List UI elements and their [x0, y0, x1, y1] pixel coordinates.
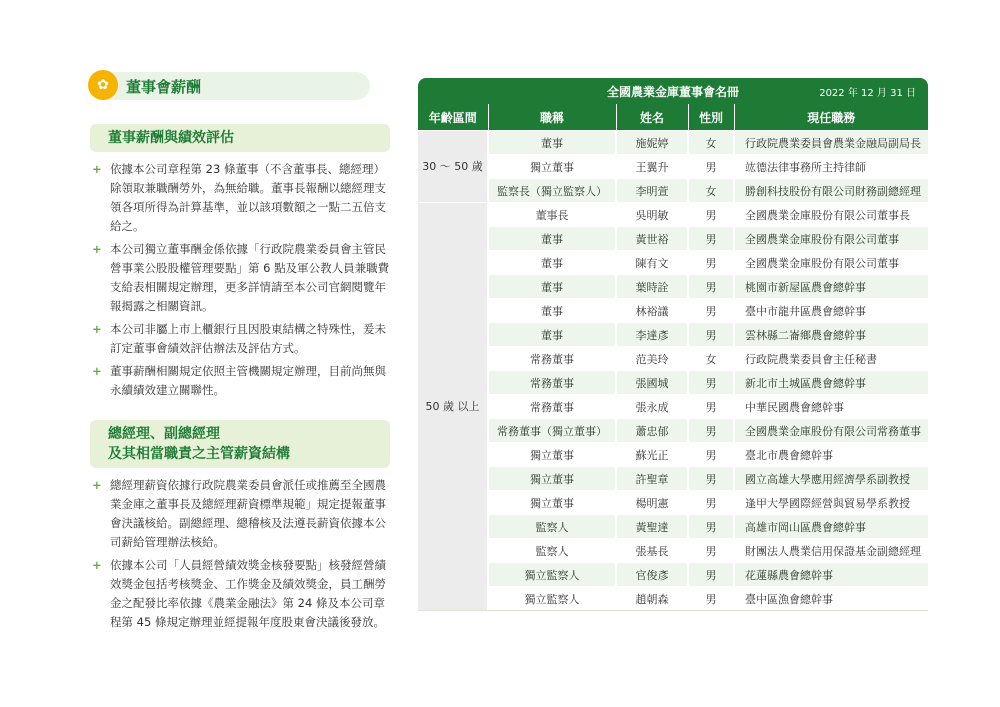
- table-row: [418, 515, 928, 539]
- table-row: [418, 131, 928, 155]
- table-row: [418, 203, 928, 227]
- cell-gender: 男: [688, 155, 734, 179]
- cell-gender: 男: [688, 371, 734, 395]
- cell-gender: 男: [688, 443, 734, 467]
- board-roster-table: [418, 78, 928, 611]
- cell-duty: 中華民國農會總幹事: [734, 395, 928, 419]
- table-row: [418, 347, 928, 371]
- table-header-row: [418, 104, 928, 131]
- cell-name: 官俊彥: [616, 563, 688, 587]
- cell-gender: 男: [688, 491, 734, 515]
- table-row: [418, 227, 928, 251]
- cell-name: 陳有文: [616, 251, 688, 275]
- cell-title: 常務董事: [488, 347, 616, 371]
- cell-title: 董事: [488, 323, 616, 347]
- cell-duty: 財團法人農業信用保證基金副總經理: [734, 539, 928, 563]
- cell-name: 王翼升: [616, 155, 688, 179]
- header-age: 年齡區間: [418, 104, 488, 131]
- table-title: 全國農業金庫董事會名冊: [606, 85, 739, 99]
- cell-title: 監察長（獨立監察人）: [488, 179, 616, 203]
- cell-gender: 女: [688, 179, 734, 203]
- cell-title: 常務董事: [488, 371, 616, 395]
- cell-title: 獨立董事: [488, 491, 616, 515]
- cell-name: 黃世裕: [616, 227, 688, 251]
- table-row: [418, 491, 928, 515]
- cell-title: 獨立董事: [488, 443, 616, 467]
- table-title-bar: [418, 78, 928, 104]
- cell-name: 張國城: [616, 371, 688, 395]
- cell-gender: 男: [688, 203, 734, 227]
- cell-title: 常務董事（獨立董事）: [488, 419, 616, 443]
- cell-title: 董事: [488, 299, 616, 323]
- table-row: [418, 299, 928, 323]
- cell-gender: 女: [688, 347, 734, 371]
- page-title-pill: [90, 72, 370, 100]
- cell-name: 葉時詮: [616, 275, 688, 299]
- cell-name: 黃聖達: [616, 515, 688, 539]
- cell-duty: 新北市土城區農會總幹事: [734, 371, 928, 395]
- list-item: + 本公司非屬上市上櫃銀行且因股東結構之特殊性，爰未訂定董事會績效評估辦法及評估方式。: [92, 322, 386, 355]
- cell-name: 范美玲: [616, 347, 688, 371]
- cell-gender: 男: [688, 515, 734, 539]
- cell-title: 董事: [488, 275, 616, 299]
- age-group-cell: 50 歲 以上: [418, 203, 488, 611]
- cell-duty: 花蓮縣農會總幹事: [734, 563, 928, 587]
- cell-title: 董事: [488, 251, 616, 275]
- header-duty: 現任職務: [734, 104, 928, 131]
- cell-name: 蕭忠郁: [616, 419, 688, 443]
- cell-gender: 男: [688, 395, 734, 419]
- cell-name: 許聖章: [616, 467, 688, 491]
- table-date: 2022 年 12 月 31 日: [819, 88, 916, 99]
- cell-name: 李達彥: [616, 323, 688, 347]
- cell-name: 張永成: [616, 395, 688, 419]
- cell-gender: 男: [688, 299, 734, 323]
- table-bottom-rule: [418, 610, 928, 611]
- table-row: [418, 467, 928, 491]
- table-row: [418, 563, 928, 587]
- cell-name: 吳明敏: [616, 203, 688, 227]
- cell-duty: 勝創科技股份有限公司財務副總經理: [734, 179, 928, 203]
- cell-duty: 全國農業金庫股份有限公司常務董事: [734, 419, 928, 443]
- cell-name: 李明萱: [616, 179, 688, 203]
- cell-duty: 雲林縣二崙鄉農會總幹事: [734, 323, 928, 347]
- table-row: [418, 443, 928, 467]
- cell-title: 董事: [488, 227, 616, 251]
- cell-duty: 臺中區漁會總幹事: [734, 587, 928, 611]
- cell-gender: 男: [688, 227, 734, 251]
- table-row: [418, 251, 928, 275]
- section-heading-board-compensation: 董事薪酬與績效評估: [90, 124, 390, 152]
- plus-icon: +: [92, 478, 102, 492]
- cell-duty: 竑德法律事務所主持律師: [734, 155, 928, 179]
- cell-gender: 男: [688, 323, 734, 347]
- cell-title: 獨立董事: [488, 155, 616, 179]
- cell-name: 施妮婷: [616, 131, 688, 155]
- cell-duty: 桃園市新屋區農會總幹事: [734, 275, 928, 299]
- plus-icon: +: [92, 242, 102, 256]
- cell-duty: 臺北市農會總幹事: [734, 443, 928, 467]
- cell-duty: 全國農業金庫股份有限公司董事: [734, 251, 928, 275]
- table-row: [418, 395, 928, 419]
- table-row: [418, 371, 928, 395]
- cell-duty: 國立高雄大學應用經濟學系副教授: [734, 467, 928, 491]
- table-row: [418, 419, 928, 443]
- cell-gender: 男: [688, 275, 734, 299]
- cell-gender: 女: [688, 131, 734, 155]
- executive-pay-list: [92, 476, 390, 636]
- board-compensation-list: [92, 160, 390, 404]
- list-item: + 董事薪酬相關規定依照主管機關規定辦理，目前尚無與永續績效建立關聯性。: [92, 364, 386, 397]
- cell-gender: 男: [688, 563, 734, 587]
- cell-title: 獨立董事: [488, 467, 616, 491]
- plus-icon: +: [92, 558, 102, 572]
- cell-title: 監察人: [488, 515, 616, 539]
- plus-icon: +: [92, 322, 102, 336]
- list-item: + 本公司獨立董事酬金係依據「行政院農業委員會主管民營事業公股股權管理要點」第 6 點及軍公教人員兼職費支給表相關規定辦理，更多詳情請至本公司官網閱覽年報揭露之相關資訊。: [92, 242, 390, 313]
- cell-duty: 高雄市岡山區農會總幹事: [734, 515, 928, 539]
- cell-title: 常務董事: [488, 395, 616, 419]
- table-row: [418, 587, 928, 611]
- cell-duty: 臺中市龍井區農會總幹事: [734, 299, 928, 323]
- cell-title: 監察人: [488, 539, 616, 563]
- wheat-icon: ✿: [88, 70, 118, 100]
- cell-name: 林裕議: [616, 299, 688, 323]
- roster-grid: [418, 104, 928, 610]
- table-row: [418, 539, 928, 563]
- cell-duty: 行政院農業委員會農業金融局副局長: [734, 131, 928, 155]
- list-item: + 依據本公司章程第 23 條董事（不含董事長、總經理）除領取兼職酬勞外，為無給職。董事長報酬以總經理支領各項所得為計算基準，並以該項數額之一點二五倍支給之。: [92, 162, 386, 233]
- header-gender: 性別: [688, 104, 734, 131]
- table-row: [418, 155, 928, 179]
- cell-gender: 男: [688, 539, 734, 563]
- cell-title: 董事長: [488, 203, 616, 227]
- age-group-cell: 30 ～ 50 歲: [418, 131, 488, 203]
- cell-gender: 男: [688, 587, 734, 611]
- cell-name: 蘇光正: [616, 443, 688, 467]
- cell-duty: 行政院農業委員會主任秘書: [734, 347, 928, 371]
- cell-name: 楊明憲: [616, 491, 688, 515]
- cell-title: 董事: [488, 131, 616, 155]
- table-row: [418, 323, 928, 347]
- list-item: + 依據本公司「人員經營績效獎金核發要點」核發經營績效獎金包括考核獎金、工作獎金及績效獎金，員工酬勞金之配發比率依據《農業金融法》第 24 條及本公司章程第 45 條規定辦理並經提報年度股東會決議後發放。: [92, 558, 386, 629]
- cell-gender: 男: [688, 467, 734, 491]
- cell-gender: 男: [688, 419, 734, 443]
- cell-name: 張基長: [616, 539, 688, 563]
- cell-title: 獨立監察人: [488, 563, 616, 587]
- list-item: + 總經理薪資依據行政院農業委員會派任或推薦至全國農業金庫之董事長及總經理薪資標準規範」規定提報董事會決議核給。副總經理、總稽核及法遵長薪資依據本公司薪給管理辦法核給。: [92, 478, 386, 549]
- page-title: 董事會薪酬: [126, 78, 202, 96]
- cell-name: 趙朝森: [616, 587, 688, 611]
- cell-title: 獨立監察人: [488, 587, 616, 611]
- cell-duty: 全國農業金庫股份有限公司董事長: [734, 203, 928, 227]
- cell-duty: 全國農業金庫股份有限公司董事: [734, 227, 928, 251]
- header-name: 姓名: [616, 104, 688, 131]
- table-row: [418, 275, 928, 299]
- table-row: [418, 179, 928, 203]
- table-body: [418, 131, 928, 611]
- header-title: 職稱: [488, 104, 616, 131]
- section-heading-executive-pay: 總經理、副總經理 及其相當職責之主管薪資結構: [90, 420, 390, 468]
- cell-duty: 逢甲大學國際經營與貿易學系教授: [734, 491, 928, 515]
- cell-gender: 男: [688, 251, 734, 275]
- plus-icon: +: [92, 162, 102, 176]
- plus-icon: +: [92, 364, 102, 378]
